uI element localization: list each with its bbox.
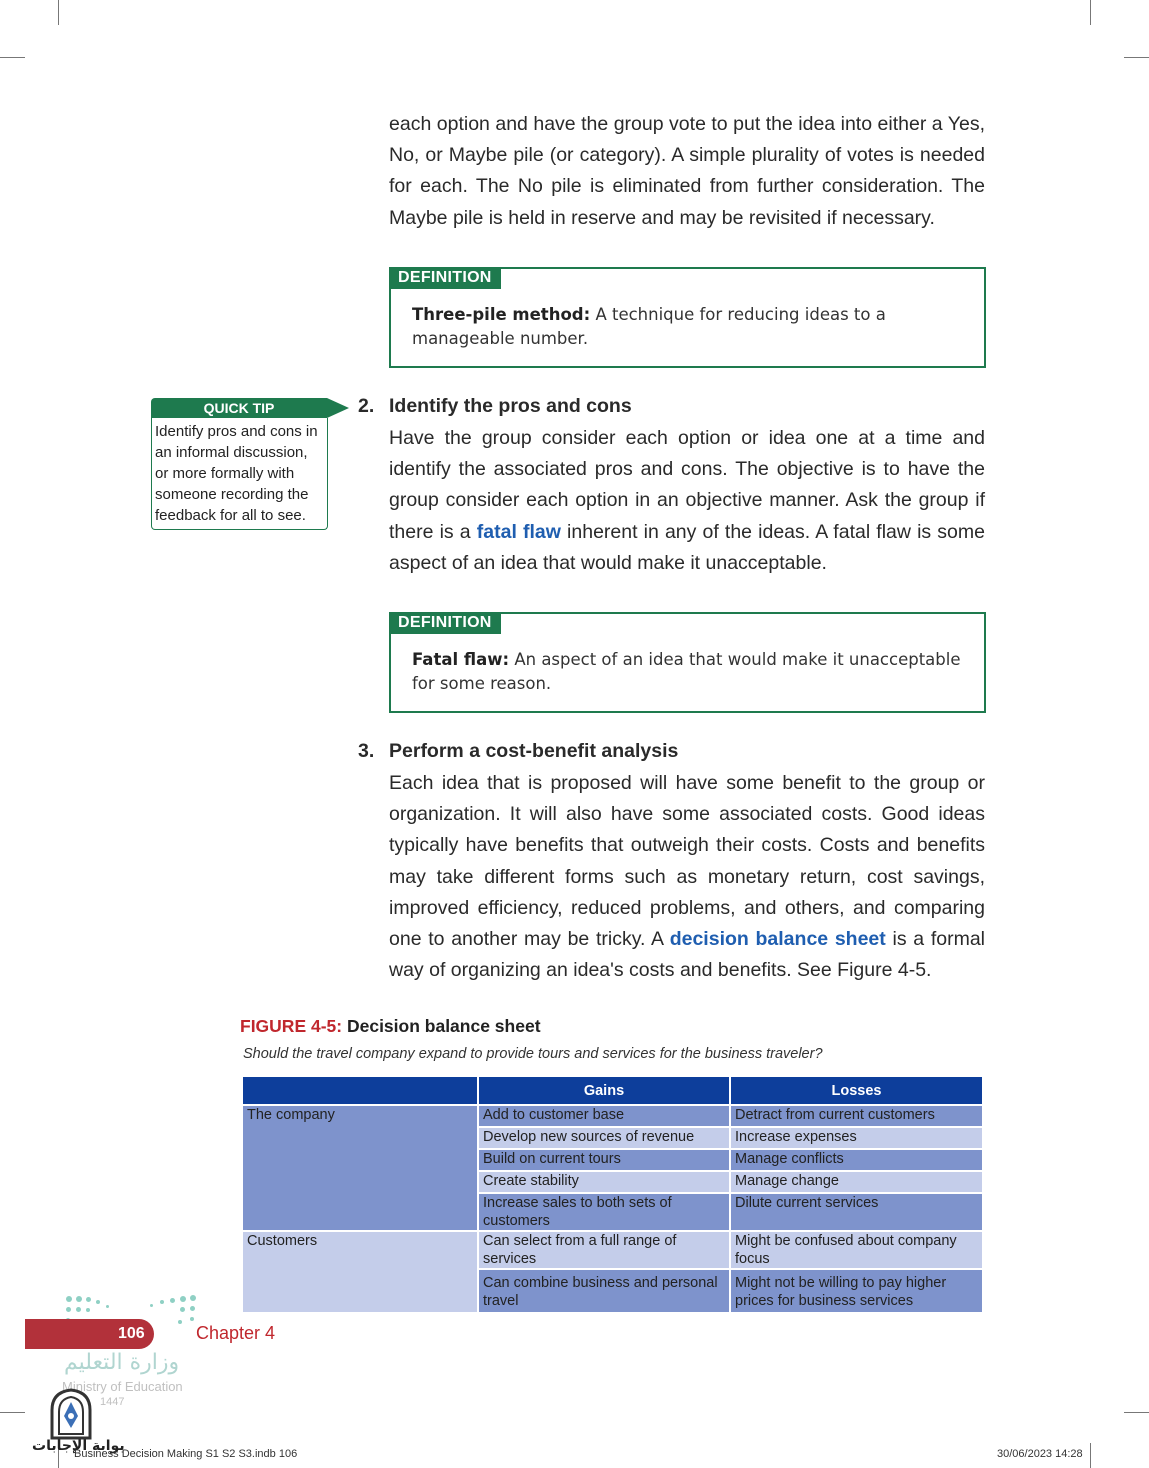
group-cell-customers: Customers — [242, 1231, 478, 1313]
gain-cell: Increase sales to both sets of customers — [478, 1193, 730, 1231]
step-number: 2. — [358, 395, 375, 417]
decorative-dot — [150, 1304, 153, 1307]
decorative-dot — [180, 1307, 185, 1312]
table-header-row — [242, 1076, 983, 1105]
definition-box — [389, 612, 986, 713]
quick-tip-title: QUICK TIP — [151, 398, 327, 419]
decorative-dot — [96, 1300, 100, 1304]
quick-tip-arrow-icon — [327, 398, 349, 418]
page-number: 106 — [118, 1325, 145, 1342]
text-run: Have the group consider each option or idea one at a time and identify the associated pros and cons. The objective is to have the group consider each option in an objective manner. Ask the group if there is a — [389, 427, 985, 543]
gain-cell: Add to customer base — [478, 1105, 730, 1127]
loss-cell: Might be confused about company focus — [730, 1231, 983, 1269]
step-number: 3. — [358, 740, 375, 762]
crop-mark — [1124, 57, 1149, 58]
decorative-dot — [86, 1297, 91, 1302]
decorative-dot — [190, 1317, 194, 1321]
ministry-year: 1447 — [100, 1396, 125, 1408]
loss-cell: Manage change — [730, 1171, 983, 1193]
body-paragraph — [389, 768, 985, 986]
portal-watermark-text: بوابة الإجابات — [32, 1438, 125, 1454]
portal-logo-icon — [48, 1388, 94, 1440]
decorative-dot — [76, 1296, 82, 1302]
table-header-empty — [242, 1076, 478, 1105]
chapter-label: Chapter 4 — [196, 1323, 276, 1343]
loss-cell: Dilute current services — [730, 1193, 983, 1231]
crop-mark — [1124, 1412, 1149, 1413]
decorative-dot — [66, 1296, 72, 1302]
decorative-dot — [86, 1308, 90, 1312]
decorative-dot — [190, 1295, 196, 1301]
step-heading: Identify the pros and cons — [389, 395, 632, 417]
definition-term: Three-pile method: — [412, 305, 591, 324]
crop-mark — [0, 1412, 25, 1413]
loss-cell: Might not be willing to pay higher prices for business services — [730, 1269, 983, 1313]
crop-mark — [58, 0, 59, 25]
definition-tag: DEFINITION — [389, 267, 501, 289]
loss-cell: Detract from current customers — [730, 1105, 983, 1127]
table-header-gains: Gains — [478, 1076, 730, 1105]
group-cell-company: The company — [242, 1105, 478, 1231]
gain-cell: Develop new sources of revenue — [478, 1127, 730, 1149]
definition-tag: DEFINITION — [389, 612, 501, 634]
definition-text — [412, 648, 964, 696]
ministry-name-english: Ministry of Education — [62, 1379, 183, 1394]
figure-label: FIGURE 4-5: — [240, 1016, 343, 1036]
body-paragraph — [389, 423, 985, 579]
file-name: Business Decision Making S1 S2 S3.indb 106 — [74, 1448, 298, 1460]
decorative-dot — [178, 1320, 182, 1324]
figure-subtitle: Should the travel company expand to provide tours and services for the business traveler? — [243, 1046, 823, 1062]
table-row — [242, 1105, 983, 1127]
figure-title — [240, 1016, 541, 1037]
definition-box — [389, 267, 986, 368]
quick-tip-text: Identify pros and cons in an informal discussion, or more formally with someone recording the feedback for all to see. — [155, 423, 318, 524]
table-header-losses: Losses — [730, 1076, 983, 1105]
table-row — [242, 1231, 983, 1269]
loss-cell: Manage conflicts — [730, 1149, 983, 1171]
crop-mark — [1090, 0, 1091, 25]
print-date: 30/06/2023 14:28 — [997, 1448, 1083, 1460]
gain-cell: Can combine business and personal travel — [478, 1269, 730, 1313]
text-run: is a formal way of organizing an idea's costs and benefits. See Figure 4-5. — [389, 928, 985, 982]
figure-name: Decision balance sheet — [342, 1016, 541, 1036]
gain-cell: Create stability — [478, 1171, 730, 1193]
definition-term: Fatal flaw: — [412, 650, 510, 669]
crop-mark — [0, 57, 25, 58]
gain-cell: Build on current tours — [478, 1149, 730, 1171]
keyword-fatal-flaw: fatal flaw — [476, 520, 561, 543]
decorative-dot — [106, 1305, 109, 1308]
step-heading: Perform a cost-benefit analysis — [389, 740, 679, 762]
gain-cell: Can select from a full range of services — [478, 1231, 730, 1269]
text-run: Each idea that is proposed will have some benefit to the group or organization. It will also have some associated costs. Good ideas typically have benefits that outweigh their costs. Costs and benefits may take different forms such as monetary return, cost savings, improved efficiency, reduced problems, and others, and comparing one to another may be tricky. A — [389, 772, 985, 951]
keyword-decision-balance-sheet: decision balance sheet — [669, 928, 886, 951]
decorative-dot — [66, 1307, 71, 1312]
crop-mark — [1090, 1443, 1091, 1468]
body-paragraph: each option and have the group vote to put the idea into either a Yes, No, or Maybe pile (or category). A simple plurality of votes is needed for each. The No pile is eliminated from further consideration. The Maybe pile is held in reserve and may be revisited if necessary. — [389, 113, 985, 229]
decision-balance-table — [241, 1075, 984, 1314]
definition-body: A technique for reducing ideas to a manageable number. — [412, 305, 886, 348]
definition-body: An aspect of an idea that would make it unacceptable for some reason. — [412, 650, 961, 693]
decorative-dot — [170, 1298, 175, 1303]
text-run: inherent in any of the ideas. A fatal flaw is some aspect of an idea that would make it unacceptable. — [389, 520, 985, 574]
decorative-dot — [180, 1296, 186, 1302]
decorative-dot — [76, 1307, 81, 1312]
decorative-dot — [160, 1300, 164, 1304]
decorative-dot — [190, 1306, 195, 1311]
ministry-name-arabic: وزارة التعليم — [64, 1350, 180, 1375]
definition-text — [412, 303, 964, 351]
loss-cell: Increase expenses — [730, 1127, 983, 1149]
